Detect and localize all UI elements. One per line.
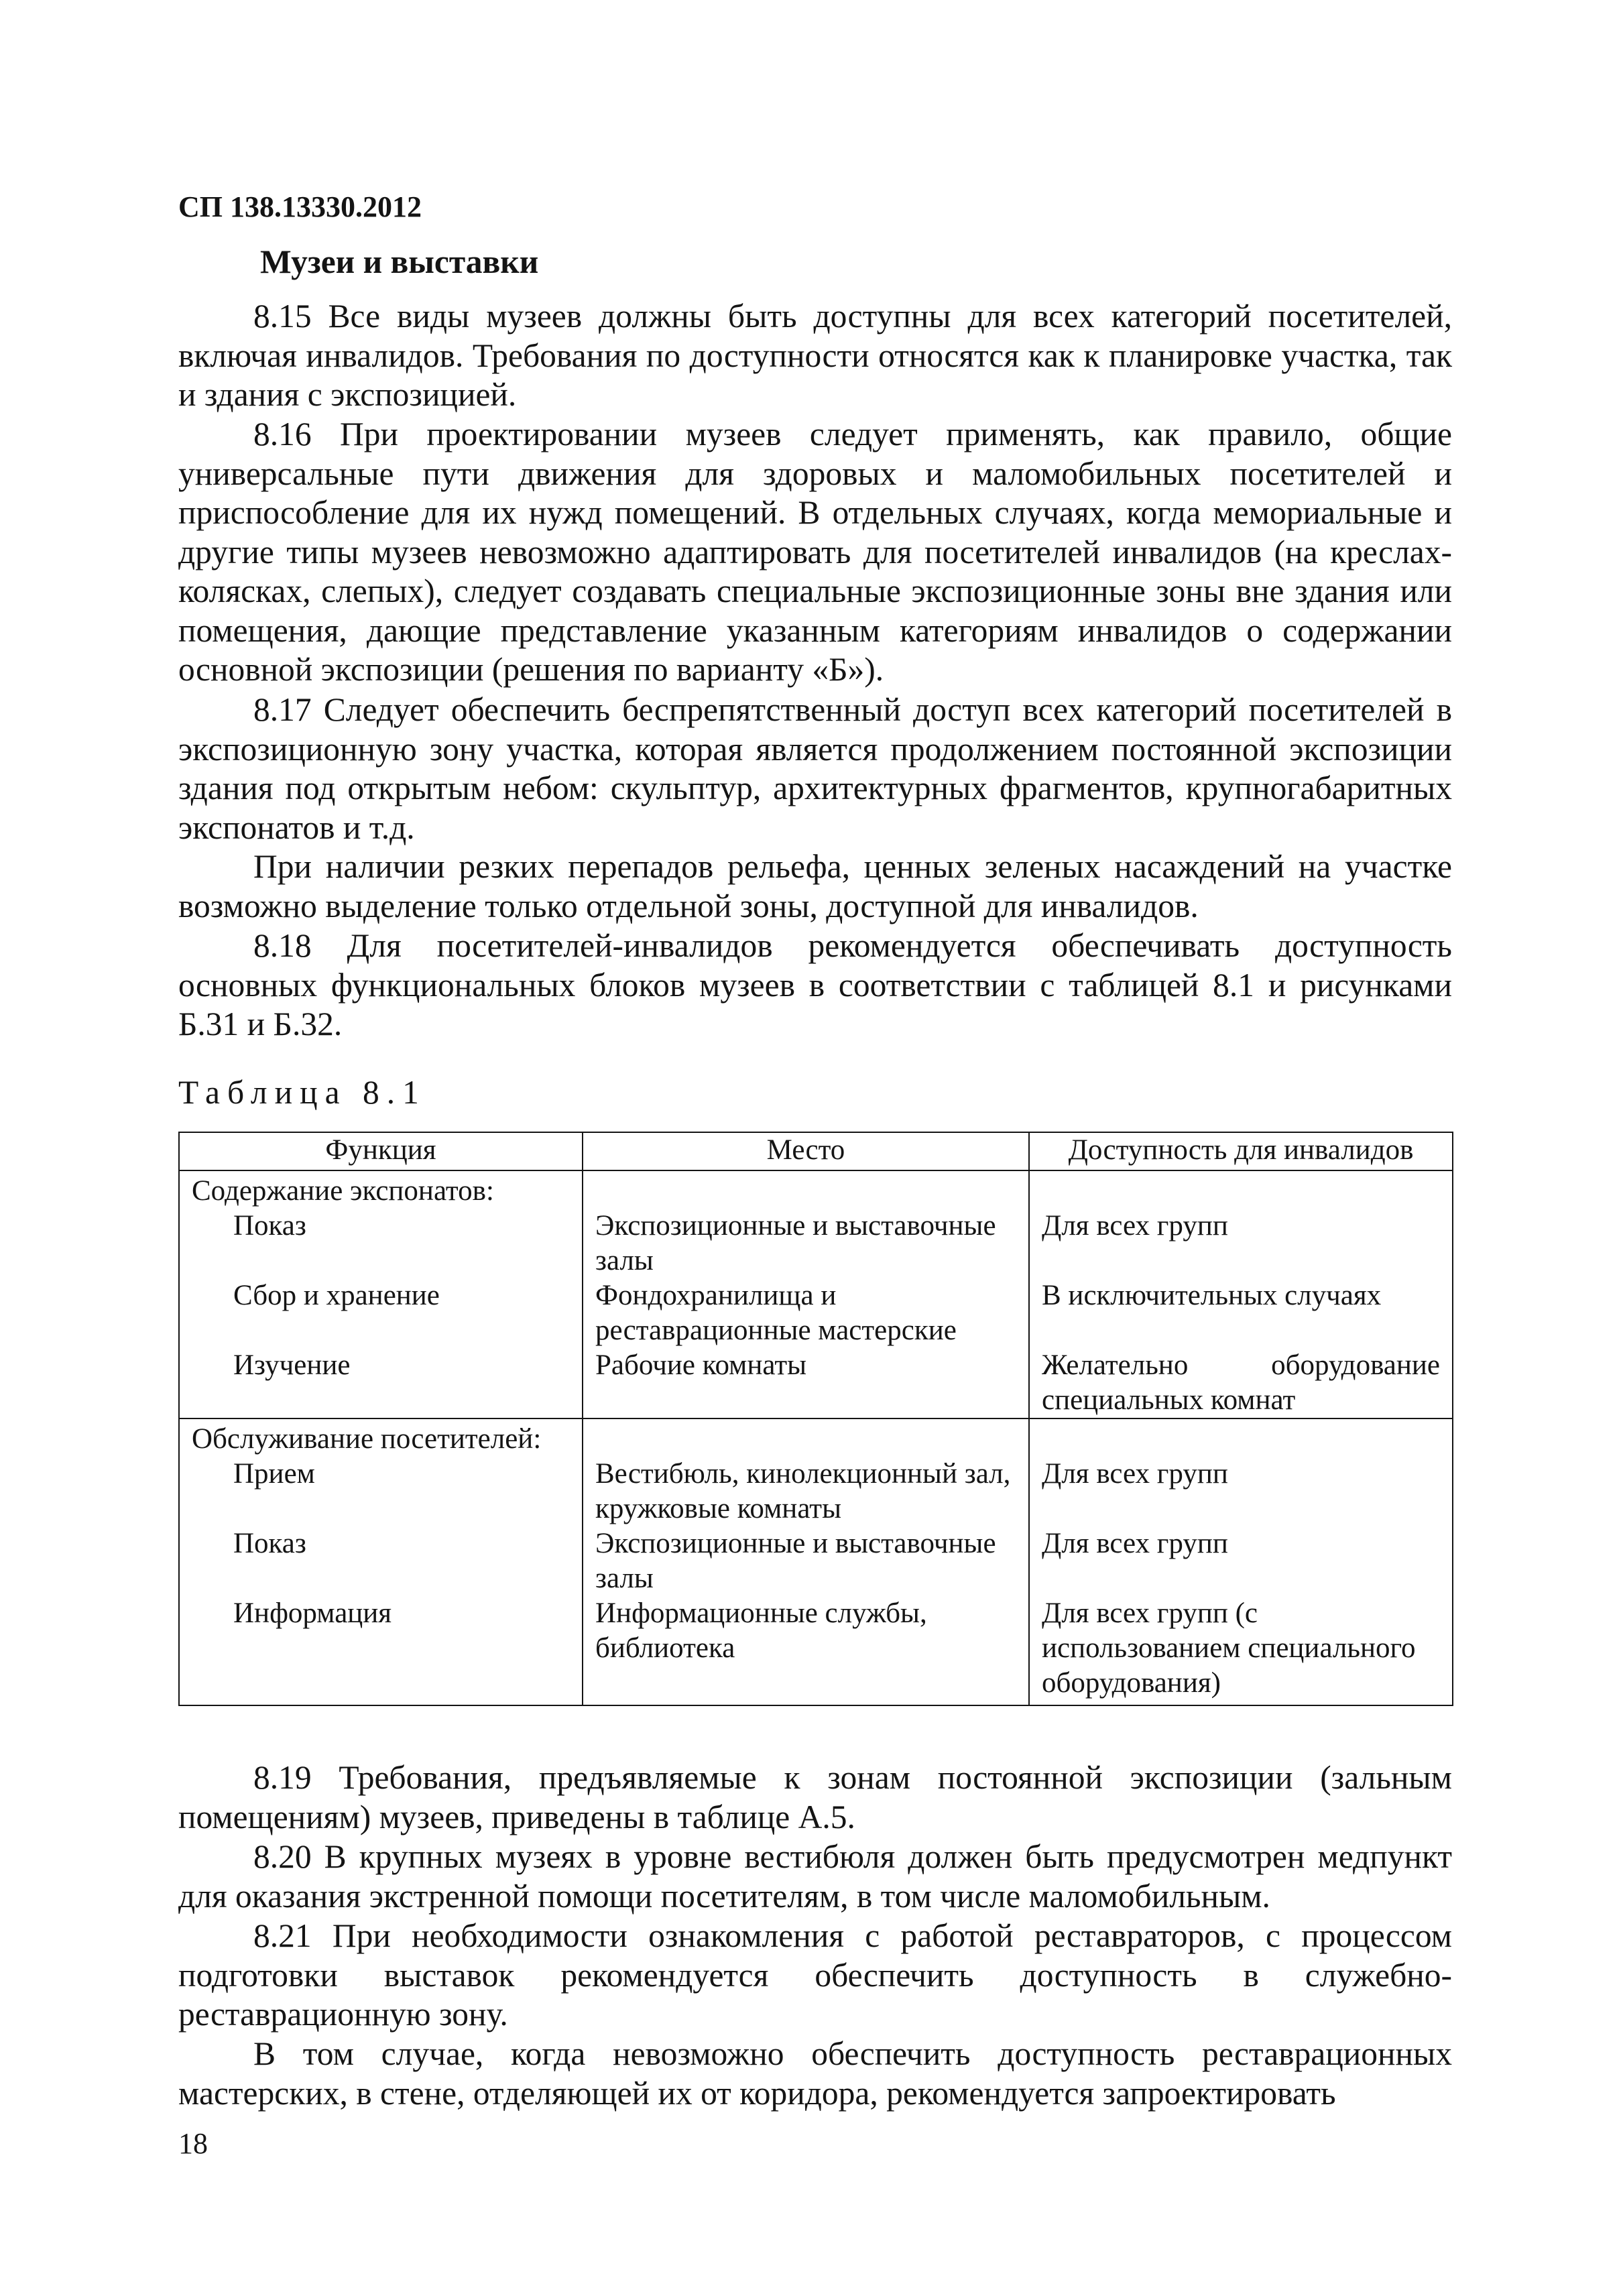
header-place: Место — [583, 1132, 1029, 1170]
paragraph-text: 8.16 При проектировании музеев следует применять, как правило, общие универсальные пути движения для здоровых и маломобильных посетителей и приспособление для их нужд помещений. В отдельных случаях, когда мемориальные и другие типы музеев невозможно адаптировать для посетителей инвалидов (на креслах-колясках, слепых), следует создавать специальные экспозиционные зоны вне здания или помещения, дающие представление указанным категориям инвалидов о содержании основной экспозиции (решения по варианту «Б»). — [178, 416, 1452, 688]
access-cell: Для всех групп (с использованием специального оборудования) — [1029, 1596, 1453, 1705]
access-cell: Для всех групп — [1029, 1209, 1453, 1278]
table-row — [179, 1526, 1453, 1596]
document-code: СП 138.13330.2012 — [178, 190, 422, 223]
function-cell: Прием — [179, 1457, 583, 1526]
section-heading: Музеи и выставки — [260, 243, 539, 280]
table-cell — [583, 1418, 1029, 1457]
paragraph-text: В том случае, когда невозможно обеспечить доступность реставрационных мастерских, в стене, отделяющей их от коридора, рекомендуется запроектировать — [178, 2035, 1452, 2112]
place-cell: Экспозиционные и выставочные залы — [583, 1526, 1029, 1596]
group-title: Содержание экспонатов: — [179, 1170, 583, 1209]
paragraph-8-15 — [178, 297, 1452, 415]
place-cell: Вестибюль, кинолекционный зал, кружковые комнаты — [583, 1457, 1029, 1526]
table-caption: Таблица 8.1 — [178, 1074, 426, 1111]
paragraph-8-18 — [178, 926, 1452, 1044]
table-cell — [1029, 1418, 1453, 1457]
table-cell — [583, 1170, 1029, 1209]
paragraph-text: 8.15 Все виды музеев должны быть доступны для всех категорий посетителей, включая инвалидов. Требования по доступности относятся как к планировке участка, так и здания с экспозицией. — [178, 298, 1452, 413]
paragraph-text: 8.20 В крупных музеях в уровне вестибюля должен быть предусмотрен медпункт для оказания экстренной помощи посетителям, в том числе маломобильным. — [178, 1838, 1452, 1915]
paragraph-8-21 — [178, 1917, 1452, 2035]
paragraph-text: 8.21 При необходимости ознакомления с работой реставраторов, с процессом подготовки выставок рекомендуется обеспечить доступность в служебно-реставрационную зону. — [178, 1917, 1452, 2033]
function-cell: Сбор и хранение — [179, 1278, 583, 1348]
group-title-row — [179, 1418, 1453, 1457]
paragraph-text: 8.19 Требования, предъявляемые к зонам постоянной экспозиции (зальным помещениям) музеев, приведены в таблице А.5. — [178, 1759, 1452, 1835]
place-cell: Информационные службы, библиотека — [583, 1596, 1029, 1705]
function-cell: Информация — [179, 1596, 583, 1705]
table-row — [179, 1278, 1453, 1348]
paragraph-text: При наличии резких перепадов рельефа, ценных зеленых насаждений на участке возможно выделение только отдельной зоны, доступной для инвалидов. — [178, 848, 1452, 924]
page-number: 18 — [178, 2127, 208, 2160]
header-accessibility: Доступность для инвалидов — [1029, 1132, 1453, 1170]
paragraph-8-20 — [178, 1837, 1452, 1916]
table-cell — [1029, 1170, 1453, 1209]
access-cell — [1029, 1348, 1453, 1418]
function-cell: Показ — [179, 1209, 583, 1278]
access-cell: Для всех групп — [1029, 1457, 1453, 1526]
table-row — [179, 1457, 1453, 1526]
group-title-row — [179, 1170, 1453, 1209]
header-function: Функция — [179, 1132, 583, 1170]
table-row — [179, 1348, 1453, 1418]
access-cell: Для всех групп — [1029, 1526, 1453, 1596]
place-cell: Рабочие комнаты — [583, 1348, 1029, 1418]
table-row — [179, 1209, 1453, 1278]
paragraph-text: 8.17 Следует обеспечить беспрепятственный доступ всех категорий посетителей в экспозиционную зону участка, которая является продолжением постоянной экспозиции здания под открытым небом: скульптур, архитектурных фрагментов, крупногабаритных экспонатов и т.д. — [178, 691, 1452, 846]
function-cell: Показ — [179, 1526, 583, 1596]
paragraph-8-19 — [178, 1758, 1452, 1837]
place-cell: Фондохранилища и реставрационные мастерские — [583, 1278, 1029, 1348]
access-line: специальных комнат — [1042, 1384, 1296, 1416]
paragraph-last — [178, 2035, 1452, 2113]
place-cell: Экспозиционные и выставочные залы — [583, 1209, 1029, 1278]
paragraph-8-16 — [178, 415, 1452, 690]
paragraph-text: 8.18 Для посетителей-инвалидов рекомендуется обеспечивать доступность основных функциональных блоков музеев в соответствии с таблицей 8.1 и рисунками Б.31 и Б.32. — [178, 927, 1452, 1042]
table-8-1 — [178, 1132, 1452, 1706]
table-row — [179, 1596, 1453, 1705]
access-line: Желательно оборудование — [1042, 1349, 1440, 1381]
paragraph-relief — [178, 847, 1452, 926]
table-header-row — [179, 1132, 1453, 1170]
access-cell: В исключительных случаях — [1029, 1278, 1453, 1348]
group-title: Обслуживание посетителей: — [179, 1418, 583, 1457]
paragraph-8-17 — [178, 690, 1452, 847]
function-cell: Изучение — [179, 1348, 583, 1418]
